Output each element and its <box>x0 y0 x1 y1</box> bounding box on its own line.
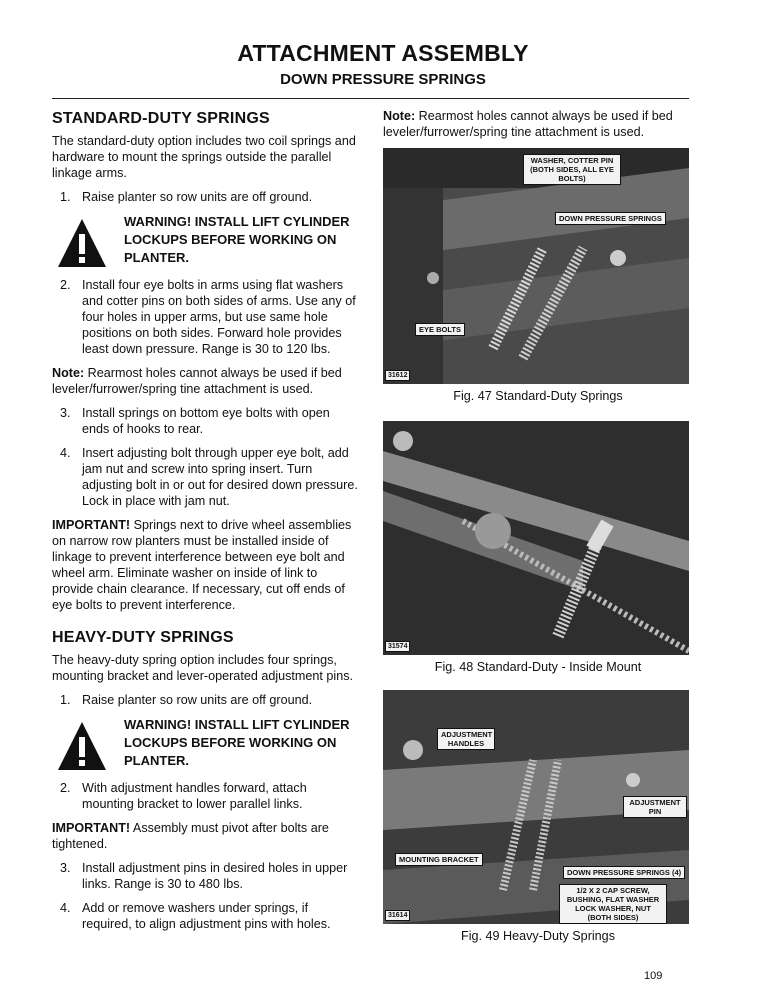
standard-important <box>52 517 360 613</box>
figure-49-caption: Fig. 49 Heavy-Duty Springs <box>461 929 615 943</box>
page-title: ATTACHMENT ASSEMBLY <box>237 40 529 66</box>
heavy-step-1 <box>60 692 360 708</box>
figure-47-caption: Fig. 47 Standard-Duty Springs <box>453 389 623 403</box>
warning-text: WARNING! INSTALL LIFT CYLINDER LOCKUPS BEFORE WORKING ON PLANTER. <box>124 717 350 768</box>
note-lead: Note: <box>52 366 85 380</box>
note-text: Rearmost holes cannot always be used if bed leveler/furrower/spring tine attachment is used. <box>383 109 673 139</box>
photo-id: 31574 <box>385 641 410 652</box>
figure-47-photo <box>383 148 689 384</box>
important-lead: IMPORTANT! <box>52 518 131 532</box>
heavy-step-4 <box>60 900 360 932</box>
callout-mounting-bracket: MOUNTING BRACKET <box>395 853 483 866</box>
heavy-important <box>52 820 360 852</box>
left-column <box>52 108 360 940</box>
step-number: 2. <box>60 278 71 292</box>
callout-washer-cotter-pin: WASHER, COTTER PIN (BOTH SIDES, ALL EYE BOLTS) <box>523 154 621 185</box>
step-number: 3. <box>60 861 71 875</box>
step-text: Raise planter so row units are off ground. <box>82 190 313 204</box>
photo-id: 31614 <box>385 910 410 921</box>
standard-duty-heading: STANDARD-DUTY SPRINGS <box>52 110 270 127</box>
standard-step-3 <box>60 405 360 437</box>
callout-eye-bolts: EYE BOLTS <box>415 323 465 336</box>
figure-48-caption: Fig. 48 Standard-Duty - Inside Mount <box>434 660 642 674</box>
right-column <box>383 108 693 943</box>
page-subtitle: DOWN PRESSURE SPRINGS <box>280 71 486 88</box>
step-text: Insert adjusting bolt through upper eye bolt, add jam nut and screw into spring insert. Turn adjusting bolt in or out for desired down pressure. Lock in place with jam nut. <box>82 446 358 508</box>
step-text: Install four eye bolts in arms using flat washers and cotter pins on both sides of arms. Use any of four holes in upper arms, but use same hole positions on both sides. Forward hole provides least down pressure. Range is 30 to 120 lbs. <box>82 278 356 356</box>
figure-49-photo <box>383 690 689 924</box>
callout-text: ADJUSTMENT HANDLES <box>441 730 493 748</box>
callout-adjustment-pin <box>623 796 687 818</box>
right-note <box>383 108 693 140</box>
step-number: 4. <box>60 446 71 460</box>
step-text: Install springs on bottom eye bolts with open ends of hooks to rear. <box>82 406 330 436</box>
heavy-duty-heading: HEAVY-DUTY SPRINGS <box>52 629 234 646</box>
heavy-warning <box>52 716 360 772</box>
heavy-step-3 <box>60 860 360 892</box>
standard-step-4 <box>60 445 360 509</box>
callout-text: 1/2 X 2 CAP SCREW, BUSHING, FLAT WASHER LOCK WASHER, NUT (BOTH SIDES) <box>566 886 660 922</box>
step-number: 4. <box>60 901 71 915</box>
note-text: Rearmost holes cannot always be used if bed leveler/furrower/spring tine attachment is used. <box>52 366 342 396</box>
callout-down-pressure-springs-4: DOWN PRESSURE SPRINGS (4) <box>563 866 685 879</box>
photo-id: 31612 <box>385 370 410 381</box>
step-number: 1. <box>60 693 71 707</box>
standard-step-1 <box>60 189 360 205</box>
step-number: 2. <box>60 781 71 795</box>
heavy-intro: The heavy-duty spring option includes four springs, mounting bracket and lever-operated adjustment pins. <box>52 653 354 683</box>
standard-warning <box>52 213 360 269</box>
callout-adjustment-handles <box>437 728 495 750</box>
page-number: 109 <box>644 970 663 982</box>
callout-text: ADJUSTMENT PIN <box>629 798 681 816</box>
step-text: Raise planter so row units are off ground. <box>82 693 313 707</box>
heavy-step-2 <box>60 780 360 812</box>
note-lead: Note: <box>383 109 416 123</box>
warning-text: WARNING! INSTALL LIFT CYLINDER LOCKUPS BEFORE WORKING ON PLANTER. <box>124 214 350 265</box>
figure-48-photo <box>383 421 689 655</box>
step-number: 1. <box>60 190 71 204</box>
standard-intro: The standard-duty option includes two coil springs and hardware to mount the springs outside the parallel linkage arms. <box>52 134 356 180</box>
step-text: With adjustment handles forward, attach mounting bracket to lower parallel links. <box>82 781 307 811</box>
standard-note <box>52 365 360 397</box>
callout-cap-screw-hardware <box>559 884 667 924</box>
standard-step-2 <box>60 277 360 357</box>
important-lead: IMPORTANT! <box>52 821 131 835</box>
important-text: Springs next to drive wheel assemblies on narrow row planters must be installed inside of linkage to prevent interference between eye bolt and wheel arm. Eliminate washer on inside of link to provide chain clearance. If necessary, cut off ends of eye bolts to prevent interference. <box>52 518 352 612</box>
step-text: Install adjustment pins in desired holes in upper links. Range is 30 to 480 lbs. <box>82 861 348 891</box>
step-number: 3. <box>60 406 71 420</box>
warning-icon <box>56 217 108 269</box>
figure-48-illustration <box>383 421 689 655</box>
important-text: Assembly must pivot after bolts are tightened. <box>52 821 329 851</box>
callout-down-pressure-springs: DOWN PRESSURE SPRINGS <box>555 212 666 225</box>
header-rule <box>52 98 689 99</box>
warning-icon <box>56 720 108 772</box>
step-text: Add or remove washers under springs, if required, to align adjustment pins with holes. <box>82 901 331 931</box>
